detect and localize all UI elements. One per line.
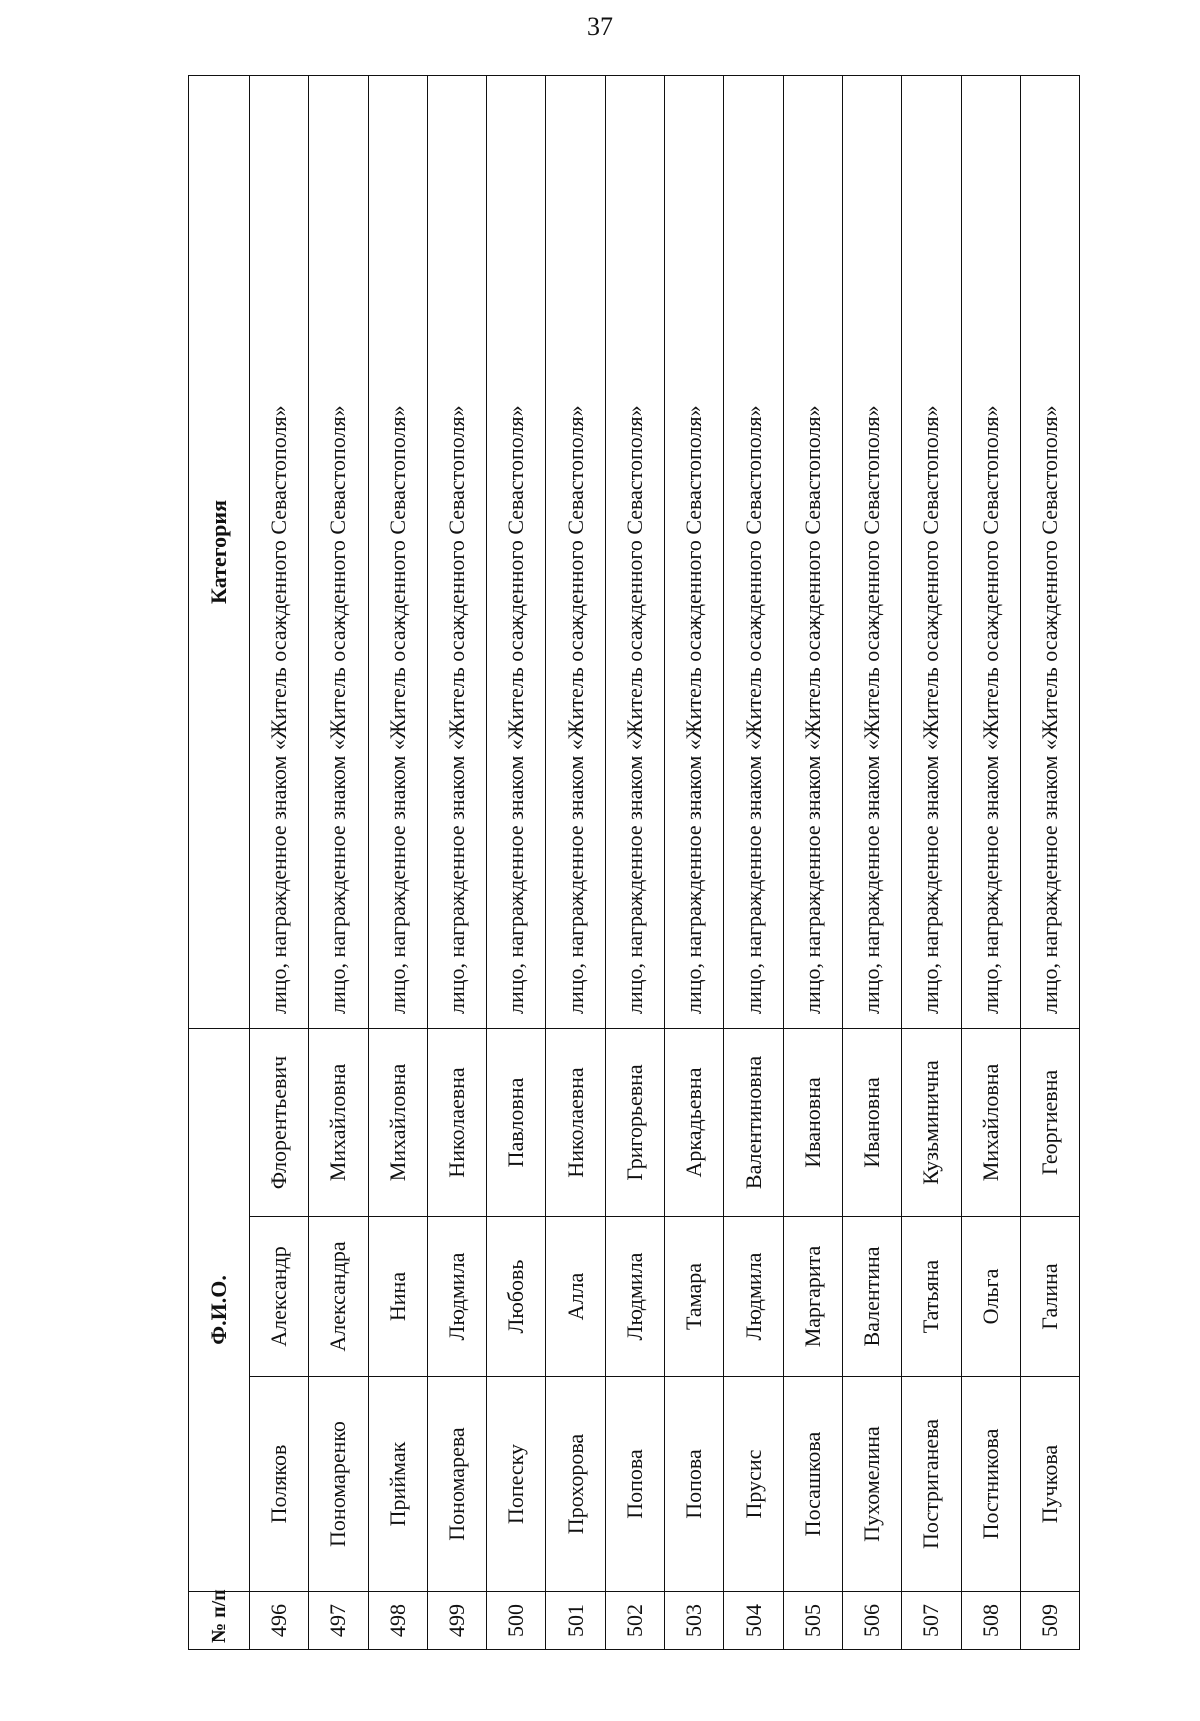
awardees-table	[188, 75, 1080, 1650]
cell-number: 503	[665, 1592, 724, 1650]
cell-name: Любовь	[487, 1217, 546, 1377]
cell-name: Алла	[546, 1217, 605, 1377]
table-row	[487, 75, 546, 1649]
cell-number: 508	[961, 1592, 1020, 1650]
cell-surname: Попова	[665, 1377, 724, 1592]
cell-number: 498	[368, 1592, 427, 1650]
cell-patronymic: Ивановна	[842, 1028, 901, 1216]
table-row	[250, 75, 309, 1649]
cell-category: лицо, награжденное знаком «Житель осажденного Севастополя»	[902, 75, 961, 1028]
cell-name: Маргарита	[783, 1217, 842, 1377]
cell-category: лицо, награжденное знаком «Житель осажденного Севастополя»	[368, 75, 427, 1028]
cell-number: 497	[309, 1592, 368, 1650]
cell-number: 502	[605, 1592, 664, 1650]
cell-number: 496	[250, 1592, 309, 1650]
cell-name: Людмила	[427, 1217, 486, 1377]
cell-category: лицо, награжденное знаком «Житель осажденного Севастополя»	[961, 75, 1020, 1028]
cell-category: лицо, награжденное знаком «Житель осажденного Севастополя»	[546, 75, 605, 1028]
cell-name: Нина	[368, 1217, 427, 1377]
header-fio: Ф.И.О.	[189, 1028, 250, 1591]
cell-patronymic: Валентиновна	[724, 1028, 783, 1216]
cell-category: лицо, награжденное знаком «Житель осажденного Севастополя»	[1020, 75, 1079, 1028]
cell-patronymic: Михайловна	[368, 1028, 427, 1216]
table-row	[783, 75, 842, 1649]
table-row	[1020, 75, 1079, 1649]
cell-patronymic: Георгиевна	[1020, 1028, 1079, 1216]
cell-surname: Попеску	[487, 1377, 546, 1592]
cell-surname: Пучкова	[1020, 1377, 1079, 1592]
cell-patronymic: Флорентьевич	[250, 1028, 309, 1216]
cell-category: лицо, награжденное знаком «Житель осажденного Севастополя»	[605, 75, 664, 1028]
cell-name: Тамара	[665, 1217, 724, 1377]
page-number: 37	[587, 12, 613, 41]
cell-surname: Постриганева	[902, 1377, 961, 1592]
cell-number: 500	[487, 1592, 546, 1650]
table-row	[665, 75, 724, 1649]
cell-category: лицо, награжденное знаком «Житель осажденного Севастополя»	[250, 75, 309, 1028]
cell-category: лицо, награжденное знаком «Житель осажденного Севастополя»	[783, 75, 842, 1028]
table-row	[368, 75, 427, 1649]
cell-surname: Пономаренко	[309, 1377, 368, 1592]
cell-category: лицо, награжденное знаком «Житель осажденного Севастополя»	[427, 75, 486, 1028]
table-row	[842, 75, 901, 1649]
cell-number: 501	[546, 1592, 605, 1650]
cell-name: Валентина	[842, 1217, 901, 1377]
cell-patronymic: Павловна	[487, 1028, 546, 1216]
cell-surname: Посашкова	[783, 1377, 842, 1592]
cell-surname: Прусис	[724, 1377, 783, 1592]
cell-category: лицо, награжденное знаком «Житель осажденного Севастополя»	[487, 75, 546, 1028]
table-row	[427, 75, 486, 1649]
cell-patronymic: Ивановна	[783, 1028, 842, 1216]
cell-category: лицо, награжденное знаком «Житель осажденного Севастополя»	[309, 75, 368, 1028]
cell-surname: Пухомелина	[842, 1377, 901, 1592]
header-number: № п/п	[189, 1592, 250, 1650]
cell-patronymic: Николаевна	[427, 1028, 486, 1216]
cell-surname: Постникова	[961, 1377, 1020, 1592]
table-row	[309, 75, 368, 1649]
cell-patronymic: Кузьминична	[902, 1028, 961, 1216]
table-row	[546, 75, 605, 1649]
cell-patronymic: Николаевна	[546, 1028, 605, 1216]
cell-surname: Прохорова	[546, 1377, 605, 1592]
cell-name: Людмила	[724, 1217, 783, 1377]
cell-surname: Поляков	[250, 1377, 309, 1592]
table-row	[961, 75, 1020, 1649]
cell-number: 506	[842, 1592, 901, 1650]
cell-patronymic: Михайловна	[961, 1028, 1020, 1216]
cell-category: лицо, награжденное знаком «Житель осажденного Севастополя»	[724, 75, 783, 1028]
cell-category: лицо, награжденное знаком «Житель осажденного Севастополя»	[665, 75, 724, 1028]
cell-number: 504	[724, 1592, 783, 1650]
cell-patronymic: Аркадьевна	[665, 1028, 724, 1216]
cell-name: Александр	[250, 1217, 309, 1377]
cell-surname: Приймак	[368, 1377, 427, 1592]
cell-number: 507	[902, 1592, 961, 1650]
table-row	[605, 75, 664, 1649]
cell-surname: Попова	[605, 1377, 664, 1592]
cell-name: Ольга	[961, 1217, 1020, 1377]
table-body	[250, 75, 1080, 1649]
cell-patronymic: Михайловна	[309, 1028, 368, 1216]
cell-name: Галина	[1020, 1217, 1079, 1377]
cell-name: Татьяна	[902, 1217, 961, 1377]
table-container	[188, 75, 1080, 1650]
header-category: Категория	[189, 75, 250, 1028]
table-row	[902, 75, 961, 1649]
cell-number: 505	[783, 1592, 842, 1650]
cell-category: лицо, награжденное знаком «Житель осажденного Севастополя»	[842, 75, 901, 1028]
cell-name: Александра	[309, 1217, 368, 1377]
table-row	[724, 75, 783, 1649]
cell-surname: Пономарева	[427, 1377, 486, 1592]
cell-number: 499	[427, 1592, 486, 1650]
cell-number: 509	[1020, 1592, 1079, 1650]
cell-patronymic: Григорьевна	[605, 1028, 664, 1216]
cell-name: Людмила	[605, 1217, 664, 1377]
table-header-row	[189, 75, 250, 1649]
